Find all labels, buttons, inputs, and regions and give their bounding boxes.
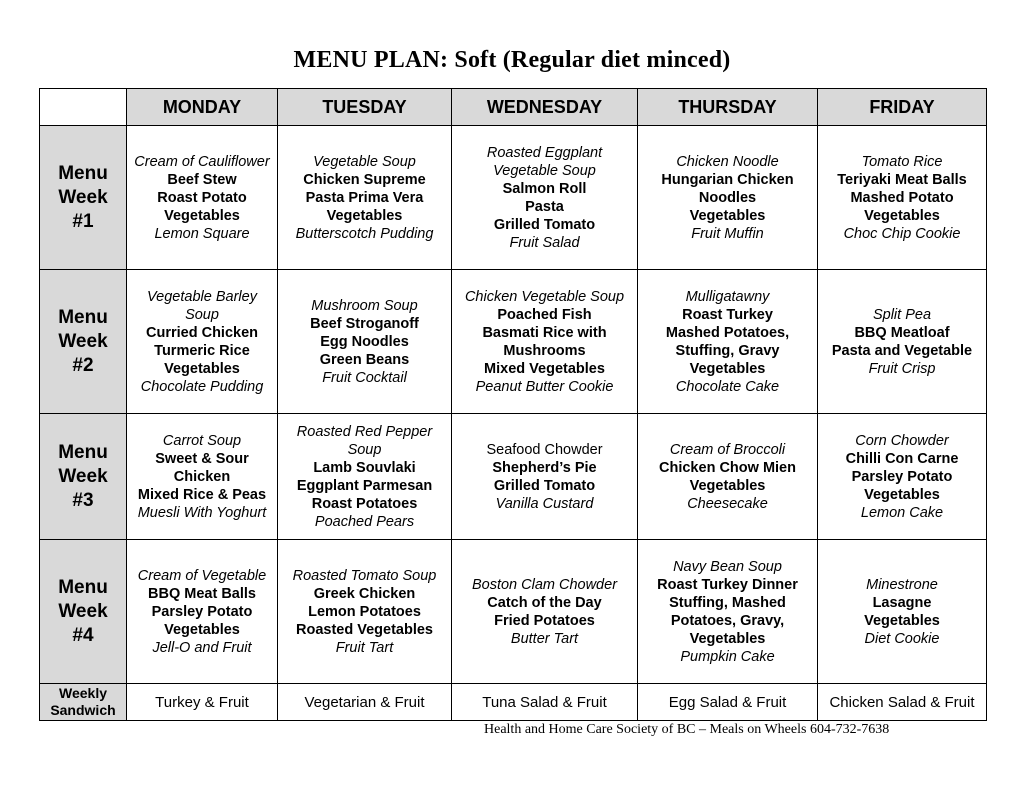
menu-item: Roasted Vegetables (296, 621, 433, 638)
menu-week-row (40, 414, 987, 540)
menu-item: Vegetables (864, 207, 940, 224)
menu-item: Turmeric Rice (154, 342, 250, 359)
menu-cell-wednesday (452, 126, 638, 270)
menu-cell-wednesday (452, 540, 638, 684)
menu-item: Egg Noodles (320, 333, 409, 350)
menu-item: Lemon Cake (860, 504, 944, 521)
menu-item: Butter Tart (510, 630, 579, 647)
menu-cell-monday (127, 414, 278, 540)
menu-item: Beef Stroganoff (310, 315, 419, 332)
menu-item: Chocolate Cake (675, 378, 780, 395)
menu-item: Minestrone (866, 576, 938, 593)
menu-item: Peanut Butter Cookie (475, 378, 614, 395)
sandwich-cell-thursday: Egg Salad & Fruit (638, 684, 818, 721)
menu-item: Green Beans (319, 351, 410, 368)
sandwich-cell-friday: Chicken Salad & Fruit (818, 684, 987, 721)
menu-item: Vegetables (864, 612, 940, 629)
corner-cell (40, 89, 127, 126)
menu-item: Lasagne (872, 594, 932, 611)
weekly-sandwich-row (40, 684, 987, 721)
menu-item: Greek Chicken (313, 585, 416, 602)
menu-item: Sweet & Sour Chicken (155, 450, 249, 485)
menu-week-row (40, 540, 987, 684)
menu-item: Lamb Souvlaki (313, 459, 416, 476)
week-label (40, 414, 127, 540)
menu-item: Vegetables (164, 207, 240, 224)
menu-cell-monday (127, 126, 278, 270)
menu-item: Parsley Potato (851, 468, 953, 485)
menu-item: Roasted Tomato Soup (292, 567, 437, 584)
menu-item: Mixed Rice & Peas (137, 486, 267, 503)
menu-cell-tuesday (278, 126, 452, 270)
menu-item: Vegetable Barley Soup (147, 288, 257, 323)
sandwich-label-line: Sandwich (50, 702, 116, 718)
menu-item: Cheesecake (687, 495, 768, 512)
sandwich-cell-tuesday: Vegetarian & Fruit (278, 684, 452, 721)
menu-item: Parsley Potato (151, 603, 253, 620)
menu-item: Boston Clam Chowder (471, 576, 618, 593)
menu-week-row (40, 126, 987, 270)
menu-item: Cream of Broccoli (669, 441, 786, 458)
menu-item: Fruit Muffin (691, 225, 764, 242)
menu-item: Mushroom Soup (311, 297, 418, 314)
sandwich-label (40, 684, 127, 721)
menu-item: Lemon Square (154, 225, 250, 242)
week-label-line: #3 (72, 489, 94, 511)
menu-item: Split Pea (872, 306, 932, 323)
menu-cell-thursday (638, 414, 818, 540)
menu-item: Mixed Vegetables (484, 360, 605, 377)
menu-item: BBQ Meatloaf (854, 324, 950, 341)
menu-item: Vegetables (689, 477, 766, 494)
menu-item: Grilled Tomato (493, 216, 596, 233)
menu-item: Vegetables (864, 486, 940, 503)
menu-item: Seafood Chowder (486, 441, 603, 458)
day-header-tuesday: TUESDAY (278, 89, 452, 126)
menu-item: Basmati Rice with Mushrooms (482, 324, 607, 359)
menu-item: Salmon Roll (502, 180, 587, 197)
menu-item: Chicken Noodle (676, 153, 779, 170)
menu-item: Mashed Potato (850, 189, 954, 206)
menu-item: Tomato Rice (861, 153, 943, 170)
menu-cell-friday (818, 540, 987, 684)
menu-item: BBQ Meat Balls (148, 585, 256, 602)
day-header-monday: MONDAY (127, 89, 278, 126)
week-label (40, 126, 127, 270)
week-label-line: Menu (58, 576, 108, 598)
menu-item: Muesli With Yoghurt (137, 504, 267, 521)
menu-week-row (40, 270, 987, 414)
menu-item: Vegetable Soup (313, 153, 416, 170)
menu-item: Chicken Supreme (303, 171, 426, 188)
menu-cell-monday (127, 270, 278, 414)
menu-item: Cream of Cauliflower (134, 153, 270, 170)
menu-item: Hungarian Chicken Noodles (661, 171, 794, 206)
menu-item: Curried Chicken (146, 324, 258, 341)
menu-item: Fried Potatoes (494, 612, 595, 629)
menu-item: Vegetables (689, 207, 766, 224)
menu-item: Vegetables (164, 360, 240, 377)
menu-item: Butterscotch Pudding (295, 225, 434, 242)
menu-item: Chocolate Pudding (140, 378, 264, 395)
menu-item: Corn Chowder (855, 432, 949, 449)
menu-item: Roast Potatoes (311, 495, 418, 512)
menu-item: Roast Turkey (682, 306, 773, 323)
week-label-line: #1 (72, 210, 94, 232)
menu-item: Cream of Vegetable (137, 567, 267, 584)
menu-item: Shepherd’s Pie (492, 459, 597, 476)
week-label-line: Week (58, 465, 108, 487)
menu-item: Carrot Soup (162, 432, 242, 449)
menu-item: Fruit Tart (335, 639, 394, 656)
menu-item: Mulligatawny (685, 288, 770, 305)
menu-cell-friday (818, 414, 987, 540)
menu-item: Roasted Eggplant Vegetable Soup (486, 144, 603, 179)
menu-item: Roast Turkey Dinner Stuffing, Mashed Potatoes, Gravy, Vegetables (657, 576, 798, 647)
menu-item: Jell-O and Fruit (152, 639, 252, 656)
menu-item: Diet Cookie (864, 630, 940, 647)
menu-item: Vegetables (164, 621, 240, 638)
week-label-line: Week (58, 600, 108, 622)
menu-cell-tuesday (278, 414, 452, 540)
week-label-line: Week (58, 186, 108, 208)
week-label-line: #2 (72, 354, 94, 376)
menu-item: Choc Chip Cookie (843, 225, 961, 242)
menu-cell-wednesday (452, 414, 638, 540)
sandwich-cell-monday: Turkey & Fruit (127, 684, 278, 721)
menu-item: Navy Bean Soup (673, 558, 782, 575)
menu-item: Lemon Potatoes (308, 603, 421, 620)
day-header-thursday: THURSDAY (638, 89, 818, 126)
menu-cell-tuesday (278, 540, 452, 684)
menu-cell-tuesday (278, 270, 452, 414)
menu-item: Pasta Prima Vera (305, 189, 424, 206)
menu-item: Chilli Con Carne (845, 450, 959, 467)
sandwich-cell-wednesday: Tuna Salad & Fruit (452, 684, 638, 721)
menu-item: Vegetables (326, 207, 403, 224)
menu-item: Eggplant Parmesan (296, 477, 433, 494)
week-label-line: Menu (58, 441, 108, 463)
menu-item: Poached Fish (497, 306, 592, 323)
menu-item: Grilled Tomato (493, 477, 596, 494)
menu-item: Chicken Vegetable Soup (464, 288, 625, 305)
menu-item: Chicken Chow Mien (659, 459, 796, 476)
menu-cell-thursday (638, 540, 818, 684)
week-label-line: Week (58, 330, 108, 352)
week-label-line: Menu (58, 162, 108, 184)
menu-table (39, 88, 987, 721)
week-label (40, 270, 127, 414)
menu-cell-wednesday (452, 270, 638, 414)
menu-item: Vanilla Custard (495, 495, 594, 512)
sandwich-label-line: Weekly (59, 685, 107, 701)
menu-cell-thursday (638, 126, 818, 270)
week-label-line: #4 (72, 624, 94, 646)
menu-cell-friday (818, 270, 987, 414)
menu-item: Beef Stew (167, 171, 237, 188)
footer-contact: Health and Home Care Society of BC – Meals on Wheels 604-732-7638 (484, 722, 890, 737)
page-title: MENU PLAN: Soft (Regular diet minced) (293, 47, 731, 73)
menu-cell-thursday (638, 270, 818, 414)
menu-item: Pasta (525, 198, 564, 215)
menu-item: Roasted Red Pepper Soup (296, 423, 433, 458)
menu-item: Fruit Cocktail (322, 369, 407, 386)
menu-item: Pasta and Vegetable (831, 342, 973, 359)
week-label (40, 540, 127, 684)
menu-item: Catch of the Day (487, 594, 602, 611)
menu-item: Teriyaki Meat Balls (837, 171, 967, 188)
day-header-row (40, 89, 987, 126)
menu-cell-monday (127, 540, 278, 684)
menu-item: Fruit Salad (509, 234, 580, 251)
menu-item: Poached Pears (314, 513, 415, 530)
week-label-line: Menu (58, 306, 108, 328)
menu-item: Pumpkin Cake (680, 648, 775, 665)
menu-item: Vegetables (689, 360, 766, 377)
menu-item: Mashed Potatoes, Stuffing, Gravy (665, 324, 790, 359)
day-header-friday: FRIDAY (818, 89, 987, 126)
menu-cell-friday (818, 126, 987, 270)
day-header-wednesday: WEDNESDAY (452, 89, 638, 126)
menu-item: Fruit Crisp (868, 360, 936, 377)
menu-item: Roast Potato (157, 189, 247, 206)
